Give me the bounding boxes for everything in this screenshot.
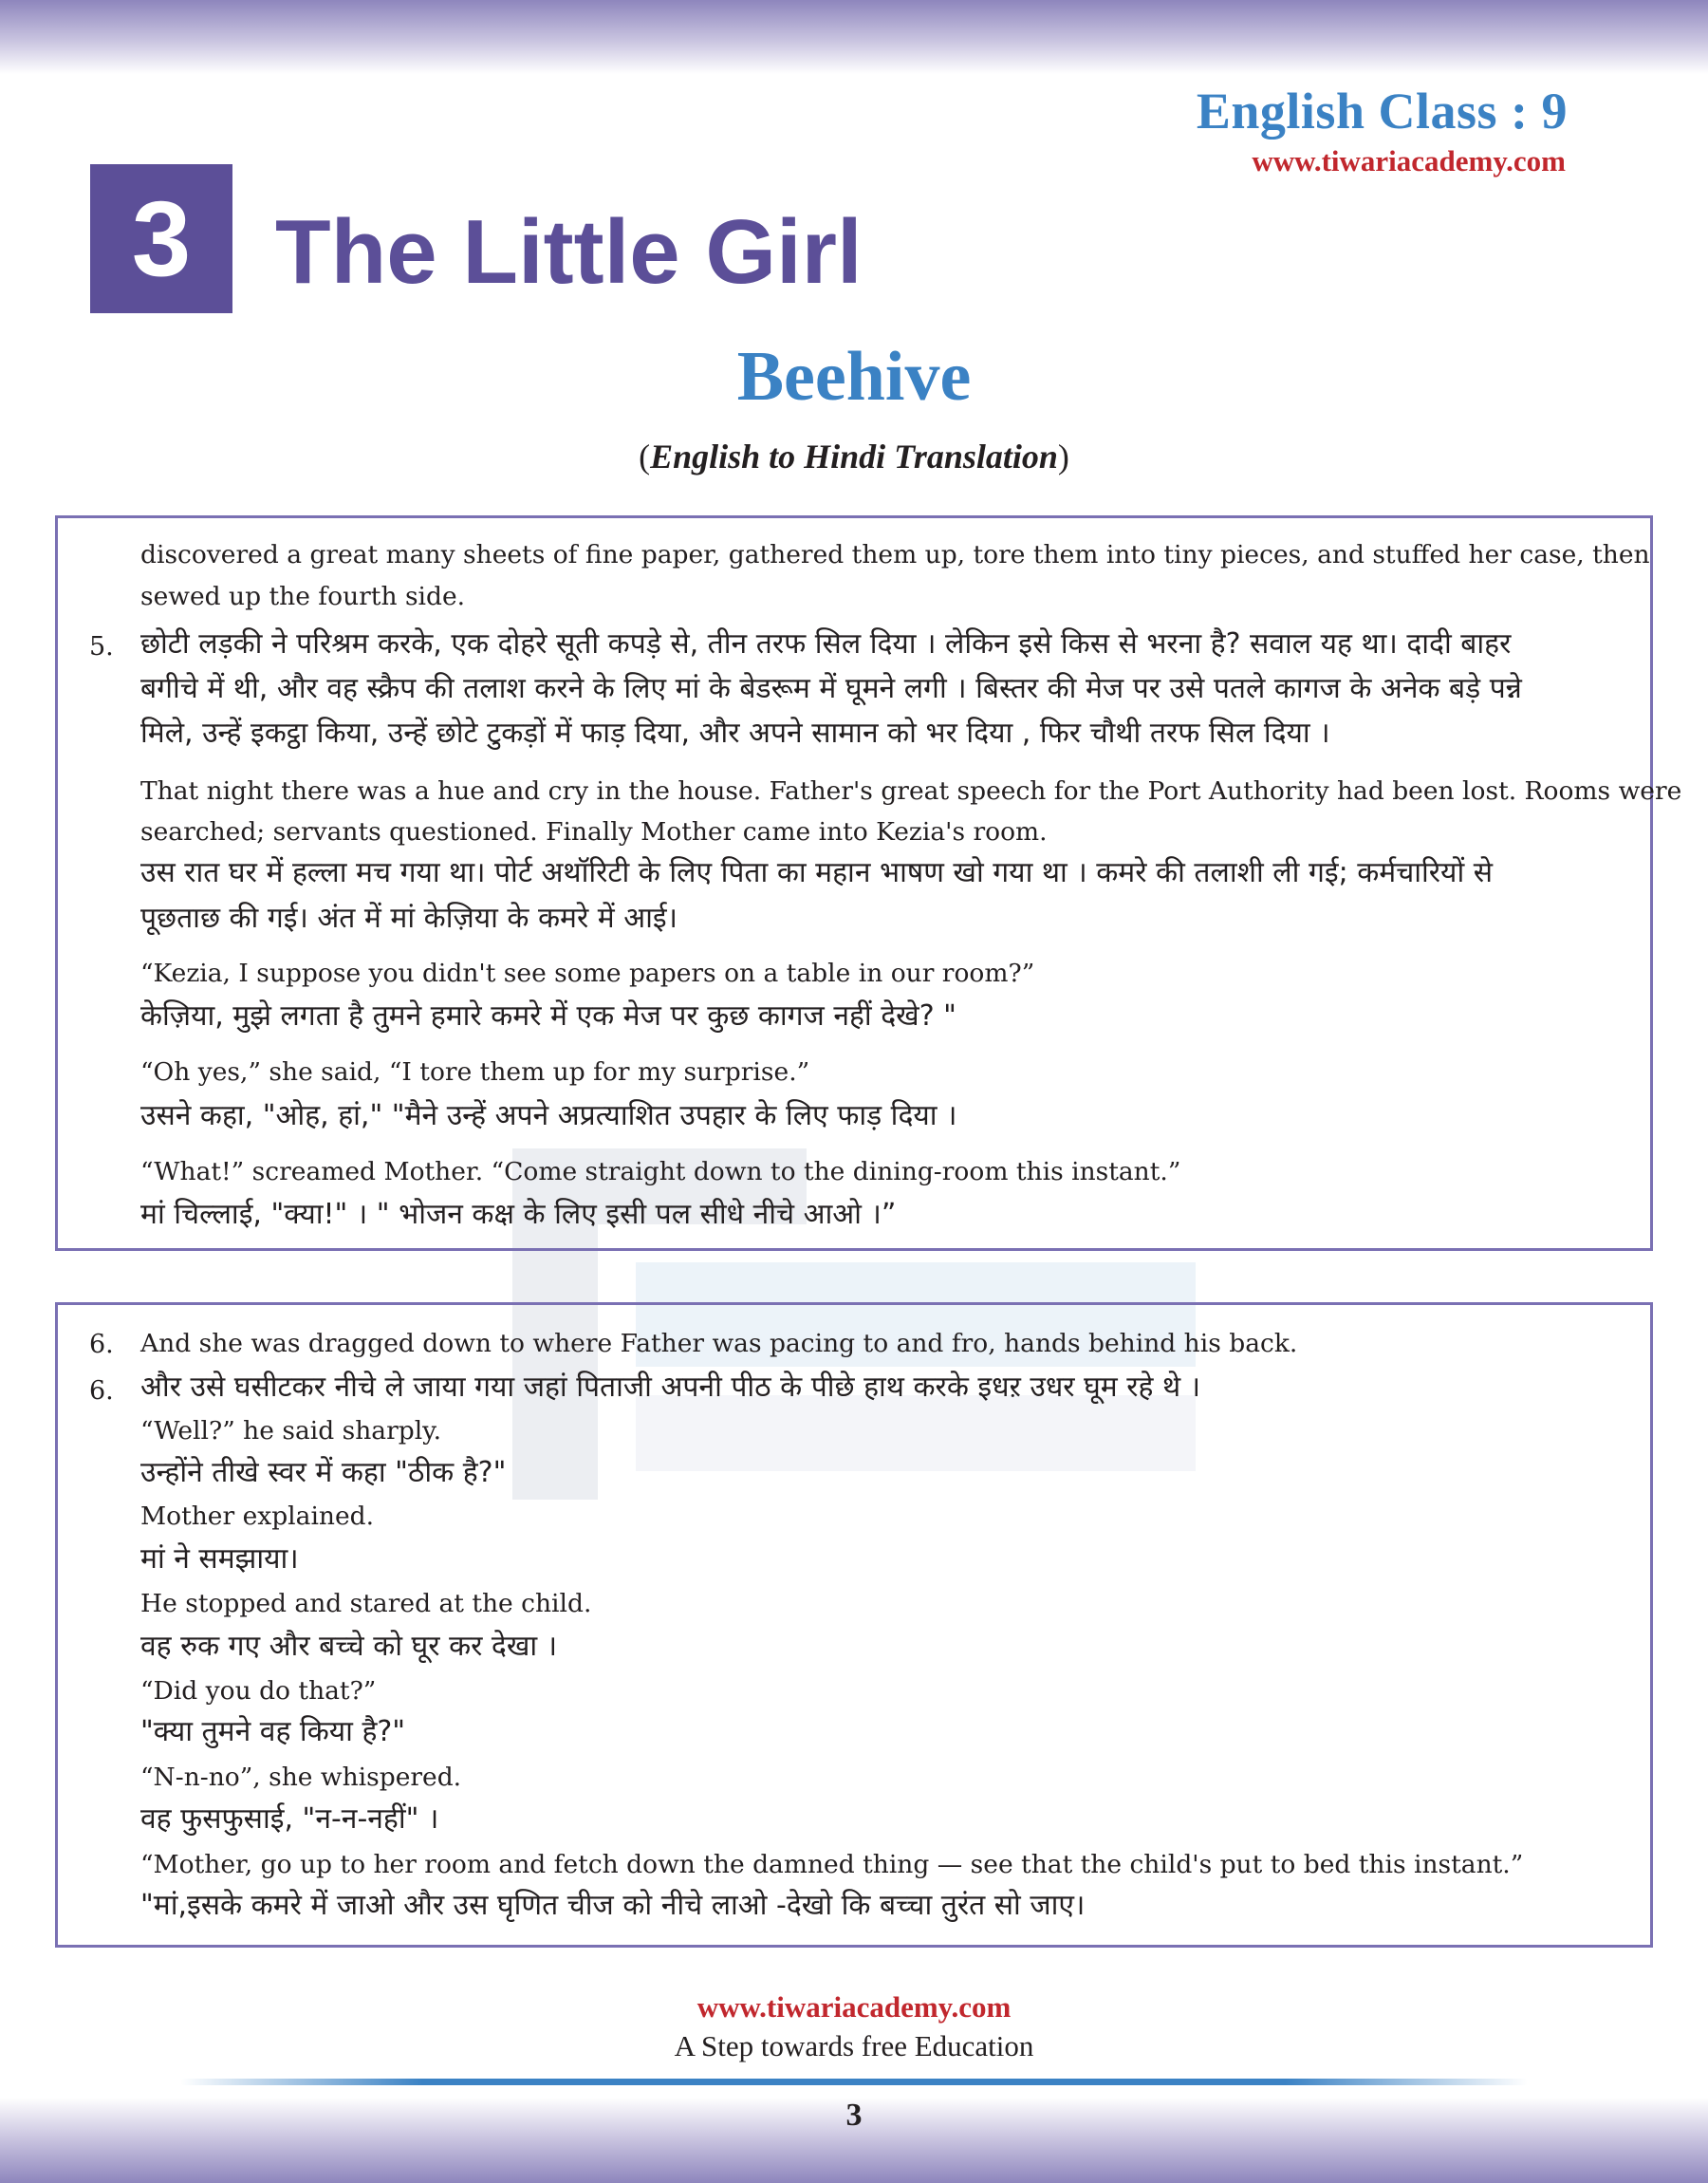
header-website-link[interactable]: www.tiwariacademy.com: [1252, 144, 1566, 177]
text-line: “N-n-no”, she whispered.: [140, 1763, 462, 1792]
text-line: मां ने समझाया।: [140, 1542, 299, 1576]
text-line: “Kezia, I suppose you didn't see some papers on a table in our room?”: [140, 959, 1035, 988]
text-line: “Well?” he said sharply.: [140, 1416, 442, 1446]
text-line: और उसे घसीटकर नीचे ले जाया गया जहां पिताजी अपनी पीठ के पीछे हाथ करके इधऱ उधर घूम रहे थे ।: [140, 1371, 1201, 1404]
footer-tagline: A Step towards free Education: [674, 2029, 1034, 2062]
subtitle-open-paren: (: [639, 438, 651, 476]
text-line: "मां,इसके कमरे में जाओ और उस घृणित चीज को नीचे लाओ -देखो कि बच्चा तुरंत सो जाए।: [140, 1889, 1086, 1922]
subtitle-close-paren: ): [1057, 438, 1069, 476]
text-line: छोटी लड़की ने परिश्रम करके, एक दोहरे सूती कपड़े से, तीन तरफ सिल दिया । लेकिन इसे किस से भरना है? सवाल यह था। दादी बाहर: [140, 627, 1512, 661]
text-line: उन्होंने तीखे स्वर में कहा "ठीक है?": [140, 1456, 507, 1489]
text-line: “Mother, go up to her room and fetch down the damned thing — see that the child's put to bed this instant.”: [140, 1850, 1524, 1879]
text-line: “Oh yes,” she said, “I tore them up for my surprise.”: [140, 1057, 810, 1087]
text-line: He stopped and stared at the child.: [140, 1589, 592, 1618]
text-line: उस रात घर में हल्ला मच गया था। पोर्ट अथॉरिटी के लिए पिता का महान भाषण खो गया था । कमरे की तलाशी ली गई; कर्मचारियों से: [140, 856, 1494, 889]
page-number: 3: [845, 2098, 863, 2133]
footer-divider: [180, 2079, 1528, 2085]
text-line: मां चिल्लाई, "क्या!" । " भोजन कक्ष के लिए इसी पल सीधे नीचे आओ ।”: [140, 1198, 897, 1231]
text-line: And she was dragged down to where Father was pacing to and fro, hands behind his back.: [140, 1329, 1298, 1358]
text-line: “Did you do that?”: [140, 1676, 377, 1706]
subtitle-text: English to Hindi Translation: [650, 438, 1058, 476]
paragraph-number: 6.: [89, 1330, 114, 1359]
subtitle: [0, 437, 1708, 476]
class-title: English Class : 9: [1196, 83, 1568, 140]
chapter-title: The Little Girl: [275, 201, 863, 303]
text-line: पूछताछ की गई। अंत में मां केज़िया के कमरे में आई।: [140, 902, 678, 935]
text-line: sewed up the fourth side.: [140, 582, 466, 611]
paragraph-number: 5.: [89, 632, 114, 662]
text-line: discovered a great many sheets of fine paper, gathered them up, tore them into tiny pieces, and stuffed her case, then: [140, 540, 1650, 569]
top-gradient-band: [0, 0, 1708, 74]
text-line: "क्या तुमने वह किया है?": [140, 1715, 406, 1748]
text-line: वह फुसफुसाई, "न-न-नहीं" ।: [140, 1802, 439, 1836]
footer-website-link[interactable]: www.tiwariacademy.com: [696, 1990, 1012, 2024]
text-line: बगीचे में थी, और वह स्क्रैप की तलाश करने के लिए मां के बेडरूम में घूमने लगी । बिस्तर की मेज पर उसे पतले कागज के अनेक बड़े पन्ने: [140, 672, 1522, 705]
text-line: केज़िया, मुझे लगता है तुमने हमारे कमरे में एक मेज पर कुछ कागज नहीं देखे? ": [140, 999, 956, 1033]
text-line: searched; servants questioned. Finally Mother came into Kezia's room.: [140, 817, 1048, 847]
text-line: That night there was a hue and cry in the house. Father's great speech for the Port Authority had been lost. Rooms were: [140, 776, 1682, 806]
text-line: “What!” screamed Mother. “Come straight down to the dining-room this instant.”: [140, 1157, 1181, 1186]
paragraph-number: 6.: [89, 1376, 114, 1406]
book-name: Beehive: [736, 338, 972, 416]
text-line: मिले, उन्हें इकट्ठा किया, उन्हें छोटे टुकड़ों में फाड़ दिया, और अपने सामान को भर दिया , फिर चौथी तरफ सिल दिया ।: [140, 717, 1330, 750]
text-line: Mother explained.: [140, 1502, 375, 1531]
text-line: उसने कहा, "ओह, हां," "मैने उन्हें अपने अप्रत्याशित उपहार के लिए फाड़ दिया ।: [140, 1099, 957, 1132]
text-line: वह रुक गए और बच्चे को घूर कर देखा ।: [140, 1630, 558, 1663]
chapter-number-badge: 3: [90, 164, 232, 313]
